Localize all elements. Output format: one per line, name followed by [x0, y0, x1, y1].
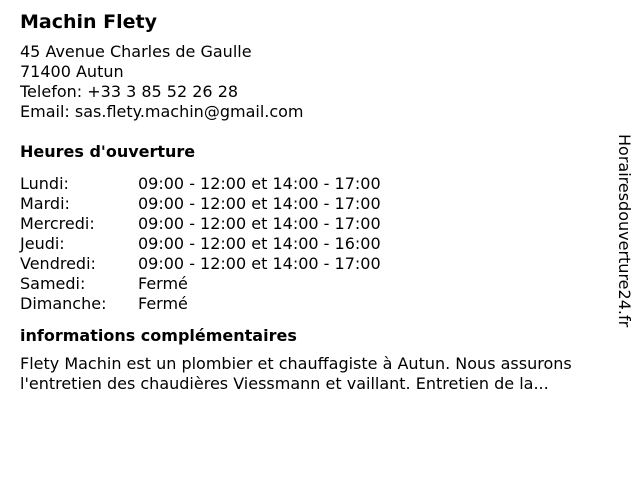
hours-row-thursday — [20, 234, 381, 254]
email-line — [20, 102, 610, 122]
hours-row-tuesday — [20, 194, 381, 214]
hours-row-monday — [20, 174, 381, 194]
hours-day: Dimanche: — [20, 294, 107, 313]
site-watermark: Horairesdouverture24.fr — [615, 134, 634, 328]
hours-row-saturday — [20, 274, 381, 294]
description-line: l'entretien des chaudières Viessmann et vaillant. Entretien de la... — [20, 374, 549, 393]
hours-time: 09:00 - 12:00 et 14:00 - 17:00 — [138, 194, 381, 213]
hours-day: Samedi: — [20, 274, 86, 293]
phone-number[interactable]: +33 3 85 52 26 28 — [87, 82, 239, 101]
hours-row-wednesday — [20, 214, 381, 234]
hours-row-friday — [20, 254, 381, 274]
email-label: Email: — [20, 102, 70, 121]
hours-day: Mardi: — [20, 194, 70, 213]
phone-line — [20, 82, 610, 102]
hours-day: Jeudi: — [20, 234, 65, 253]
hours-row-sunday — [20, 294, 381, 314]
hours-time: 09:00 - 12:00 et 14:00 - 17:00 — [138, 214, 381, 233]
phone-label: Telefon: — [20, 82, 83, 101]
additional-info-text — [20, 354, 620, 394]
hours-time: 09:00 - 12:00 et 14:00 - 17:00 — [138, 174, 381, 193]
hours-day: Mercredi: — [20, 214, 95, 233]
address-line-city: 71400 Autun — [20, 62, 124, 81]
hours-time: Fermé — [138, 274, 188, 293]
hours-time: Fermé — [138, 294, 188, 313]
address-line-street: 45 Avenue Charles de Gaulle — [20, 42, 252, 61]
email-address[interactable]: sas.flety.machin@gmail.com — [74, 102, 304, 121]
additional-info-heading: informations complémentaires — [20, 326, 297, 345]
opening-hours-heading: Heures d'ouverture — [20, 142, 196, 161]
hours-day: Vendredi: — [20, 254, 96, 273]
opening-hours-table — [20, 174, 381, 314]
business-name: Machin Flety — [20, 11, 158, 33]
hours-time: 09:00 - 12:00 et 14:00 - 17:00 — [138, 254, 381, 273]
business-card — [20, 10, 610, 394]
description-line: Flety Machin est un plombier et chauffagiste à Autun. Nous assurons — [20, 354, 572, 373]
hours-time: 09:00 - 12:00 et 14:00 - 16:00 — [138, 234, 381, 253]
hours-day: Lundi: — [20, 174, 69, 193]
